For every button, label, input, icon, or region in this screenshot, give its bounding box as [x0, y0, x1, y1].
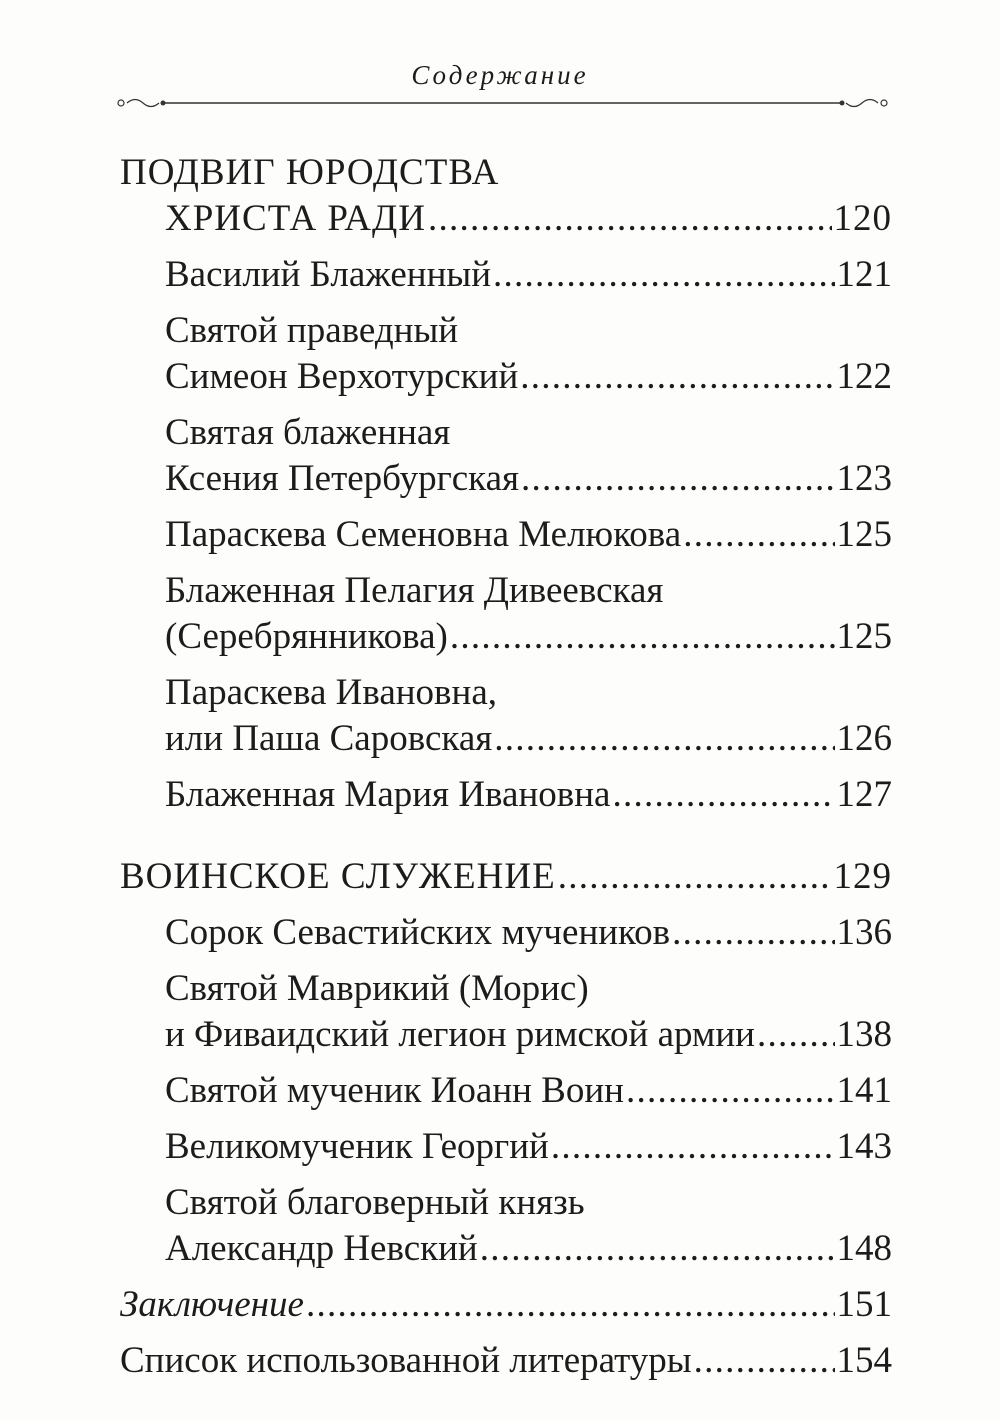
leader-dots	[494, 716, 834, 762]
leader-dots	[306, 1282, 835, 1328]
toc-entry-line1[interactable]: Святой праведный	[165, 310, 459, 351]
toc-section-2[interactable]: ВОИНСКОЕ СЛУЖЕНИЕ . . . 129	[120, 854, 892, 900]
toc-entry-line1[interactable]: Святой Маврикий (Морис)	[165, 968, 589, 1009]
leader-dots	[757, 1012, 835, 1058]
leader-dots	[626, 1068, 835, 1114]
page-number: 138	[836, 1014, 892, 1055]
page-number: 154	[836, 1340, 892, 1381]
leader-dots	[521, 456, 834, 502]
toc-entry-line1[interactable]: Святая блаженная	[165, 412, 451, 453]
toc-conclusion[interactable]: Заключение . . . 151	[120, 1282, 892, 1328]
toc-entry[interactable]: Александр Невский . . . 148	[120, 1226, 892, 1272]
page-number: 126	[836, 718, 892, 759]
page-number: 127	[836, 774, 892, 815]
toc-entry-line1[interactable]: Параскева Ивановна,	[165, 672, 497, 713]
toc-entry[interactable]: Ксения Петербургская . . . 123	[120, 456, 892, 502]
running-head-title: Содержание	[411, 60, 589, 90]
page-number: 125	[836, 616, 892, 657]
header-ornament-divider	[115, 96, 890, 110]
toc-entry[interactable]: Параскева Семеновна Мелюкова . . . 125	[120, 512, 892, 558]
page-number: 136	[836, 912, 892, 953]
leader-dots	[558, 854, 832, 900]
page-number: 123	[836, 458, 892, 499]
leader-dots	[683, 512, 834, 558]
toc-section-1[interactable]: ХРИСТА РАДИ . . . 120	[120, 196, 892, 242]
leader-dots	[672, 910, 834, 956]
leader-dots	[551, 1124, 835, 1170]
page-number: 120	[833, 198, 892, 239]
leader-dots	[493, 252, 834, 298]
leader-dots	[694, 1338, 835, 1384]
toc-entry[interactable]: Сорок Севастийских мучеников . . . 136	[120, 910, 892, 956]
toc-entry-line1[interactable]: Святой благоверный князь	[165, 1182, 585, 1223]
page-number: 122	[836, 356, 892, 397]
leader-dots	[612, 772, 834, 818]
page-number: 129	[833, 856, 892, 897]
leader-dots	[428, 196, 832, 242]
page-number: 121	[836, 254, 892, 295]
toc-entry[interactable]: Великомученик Георгий . . . 143	[120, 1124, 892, 1170]
toc-entry[interactable]: и Фиваидский легион римской армии . . . 138	[120, 1012, 892, 1058]
leader-dots	[480, 1226, 835, 1272]
toc-section-1-line1[interactable]: ПОДВИГ ЮРОДСТВА	[120, 152, 500, 193]
toc-entry[interactable]: Святой мученик Иоанн Воин . . . 141	[120, 1068, 892, 1114]
page-number: 141	[836, 1070, 892, 1111]
table-of-contents	[120, 150, 892, 1384]
toc-bibliography[interactable]: Список использованной литературы . . . 154	[120, 1338, 892, 1384]
leader-dots	[450, 614, 835, 660]
toc-entry[interactable]: Симеон Верхотурский . . . 122	[120, 354, 892, 400]
toc-entry[interactable]: Василий Блаженный . . . 121	[120, 252, 892, 298]
toc-entry-line1[interactable]: Блаженная Пелагия Дивеевская	[165, 570, 664, 611]
page-number: 143	[836, 1126, 892, 1167]
page-number: 125	[836, 514, 892, 555]
toc-entry[interactable]: (Серебрянникова) . . . 125	[120, 614, 892, 660]
toc-entry[interactable]: Блаженная Мария Ивановна . . . 127	[120, 772, 892, 818]
page-number: 151	[836, 1284, 892, 1325]
leader-dots	[520, 354, 834, 400]
page-number: 148	[836, 1228, 892, 1269]
toc-entry[interactable]: или Паша Саровская . . . 126	[120, 716, 892, 762]
